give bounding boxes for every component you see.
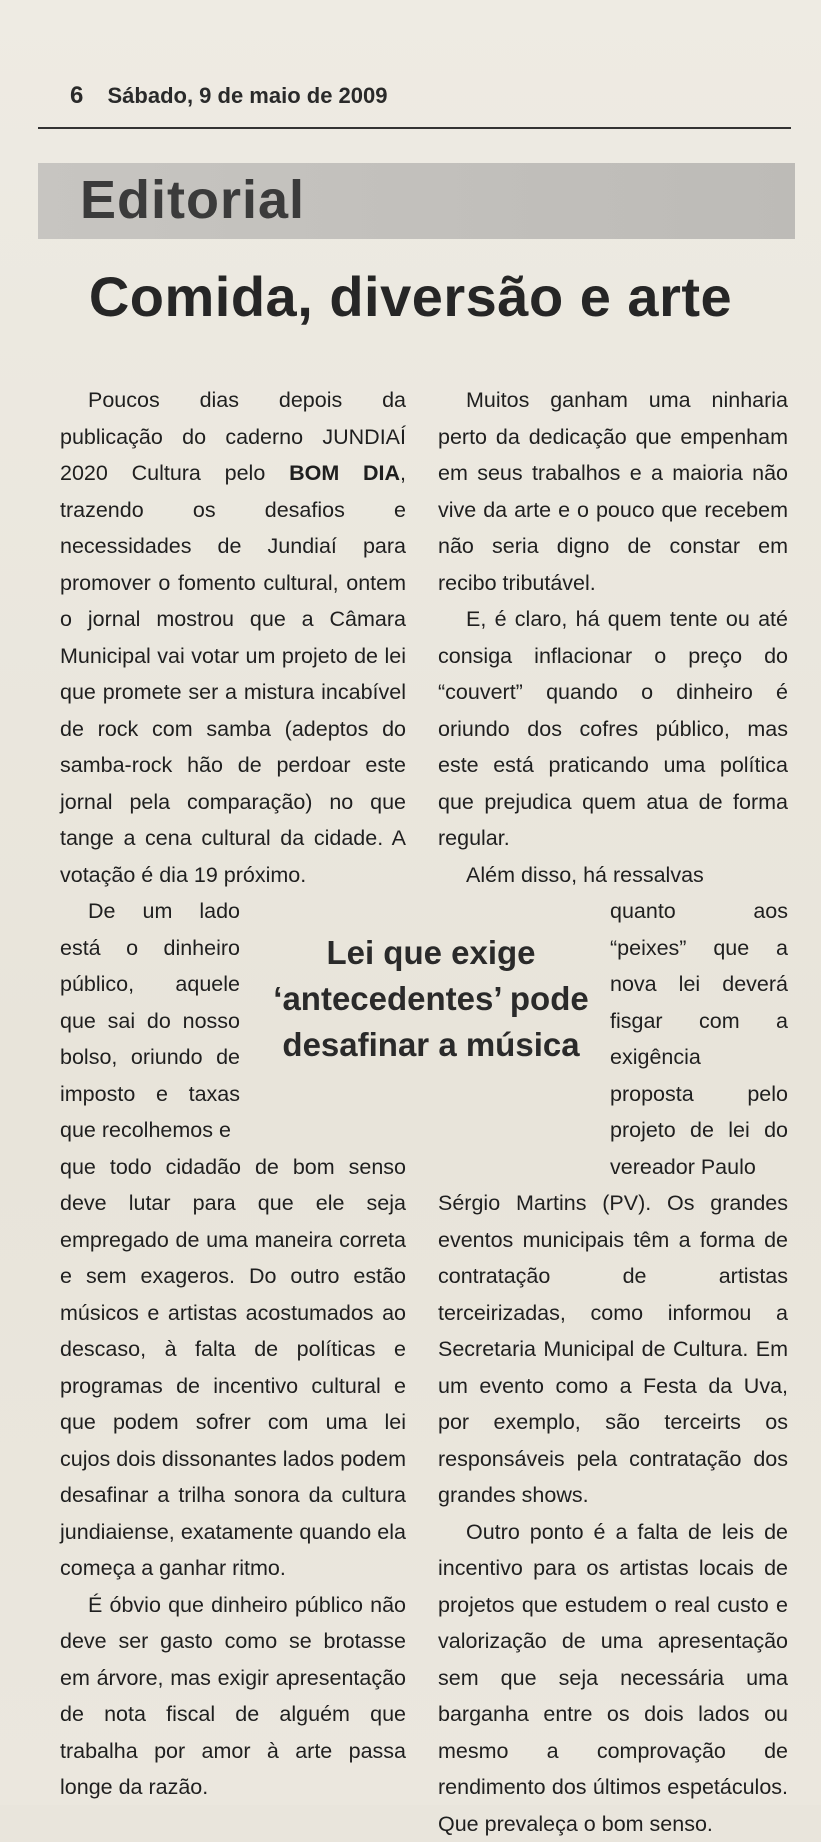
paragraph: Muitos ganham uma ninharia perto da dedicação que empenham em seus trabalhos e a maioria não vive da arte e o pouco que recebem não seria digno de constar em recibo tributável. <box>438 382 788 601</box>
wrapped-text: De um lado está o dinheiro público, aquele que sai do nosso bolso, oriundo de imposto e taxas que recolhemos e <box>60 893 240 1149</box>
headline: Comida, diversão e arte <box>0 262 821 332</box>
page-header <box>70 82 388 110</box>
paragraph: que todo cidadão de bom senso deve lutar para que ele seja empregado de uma maneira correta e sem exageros. Do outro estão músicos e artistas acostumados ao descaso, à falta de políticas e programas de incentivo cultural e que podem sofrer com uma lei cujos dois dissonantes lados podem desafinar a trilha sonora da cultura jundiaiense, exatamente quando ela começa a ganhar ritmo. <box>60 1149 406 1587</box>
newspaper-name: BOM DIA <box>289 461 400 485</box>
column-left <box>60 382 406 1806</box>
pull-quote: Lei que exige ‘antecedentes’ pode desafinar a música <box>262 930 600 1068</box>
column-right <box>438 382 788 1842</box>
paragraph: Sérgio Martins (PV). Os grandes eventos municipais têm a forma de contratação de artistas terceirizadas, como informou a Secretaria Municipal de Cultura. Em um evento como a Festa da Uva, por exemplo, são terceirts os responsáveis pela contratação dos grandes shows. <box>438 1185 788 1514</box>
wrapped-text: quanto aos “peixes” que a nova lei deverá fisgar com a exigência proposta pelo projeto de lei do vereador Paulo <box>610 893 788 1185</box>
section-label: Editorial <box>80 170 305 230</box>
issue-date: Sábado, 9 de maio de 2009 <box>107 83 387 108</box>
paragraph: Poucos dias depois da publicação do caderno JUNDIAÍ 2020 Cultura pelo BOM DIA, trazendo os desafios e necessidades de Jundiaí para promover o fomento cultural, ontem o jornal mostrou que a Câmara Municipal vai votar um projeto de lei que promete ser a mistura incabível de rock com samba (adeptos do samba-rock hão de perdoar este jornal pela comparação) no que tange a cena cultural da cidade. A votação é dia 19 próximo. <box>60 382 406 893</box>
page-number: 6 <box>70 82 83 109</box>
header-rule <box>38 127 791 129</box>
paragraph: Outro ponto é a falta de leis de incentivo para os artistas locais de projetos que estudem o real custo e valorização de uma apresentação sem que seja necessária uma barganha entre os dois lados ou mesmo a comprovação de rendimento dos últimos espetáculos. Que prevaleça o bom senso. <box>438 1514 788 1842</box>
paragraph-lead: Além disso, há ressalvas <box>438 857 788 894</box>
paragraph: E, é claro, há quem tente ou até consiga inflacionar o preço do “couvert” quando o dinheiro é oriundo dos cofres público, mas este está praticando uma política que prejudica quem atua de forma regular. <box>438 601 788 857</box>
paragraph: É óbvio que dinheiro público não deve ser gasto como se brotasse em árvore, mas exigir apresentação de nota fiscal de alguém que trabalha por amor à arte passa longe da razão. <box>60 1587 406 1806</box>
